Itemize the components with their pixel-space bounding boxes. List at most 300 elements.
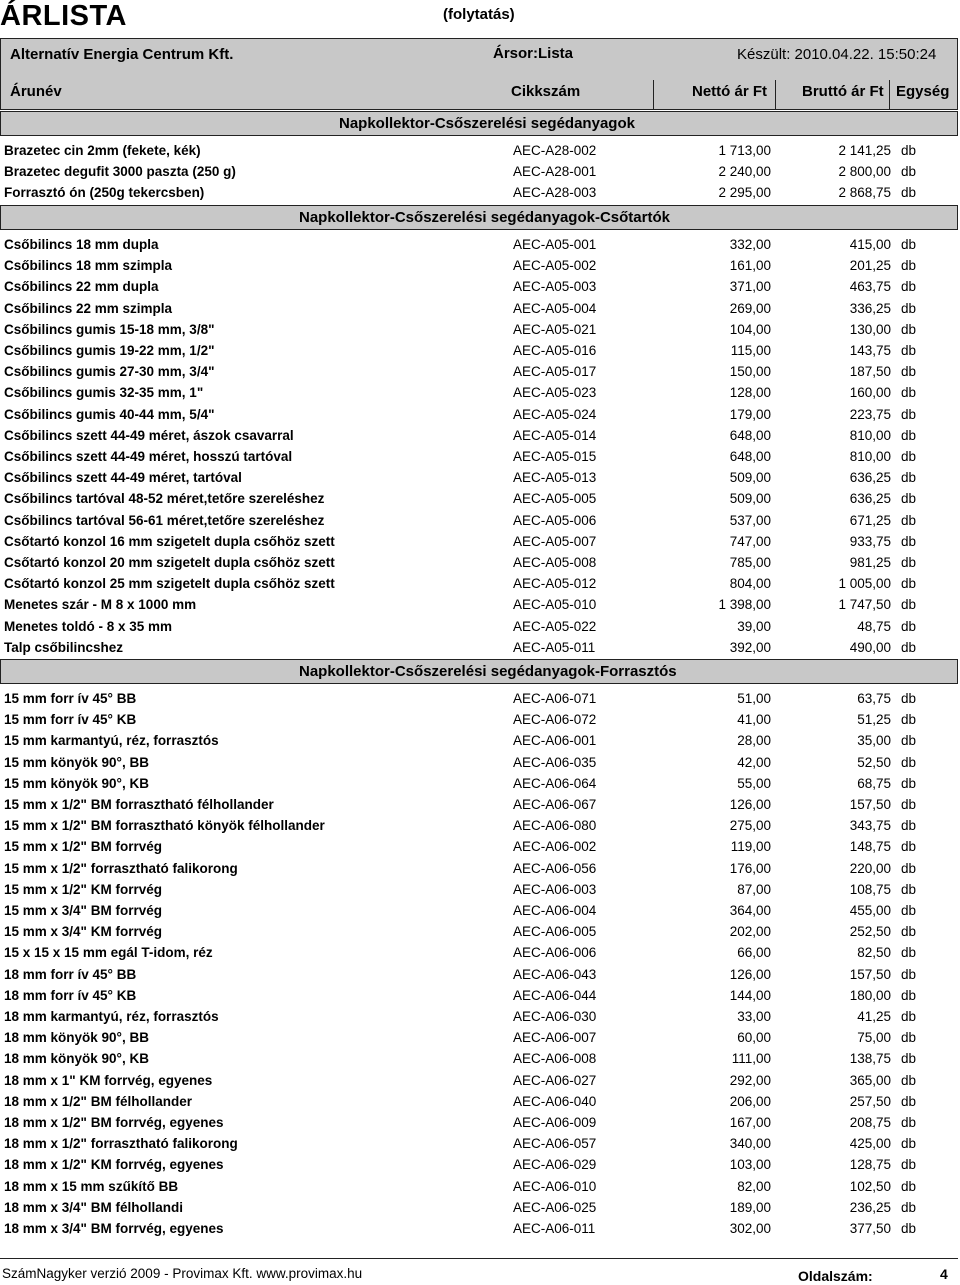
gross-price: 68,75 [857, 775, 891, 791]
net-price: 150,00 [729, 364, 771, 380]
unit: db [901, 691, 917, 706]
net-price: 39,00 [737, 618, 771, 634]
column-header-name: Árunév [10, 83, 62, 100]
product-name: Csőbilincs 18 mm szimpla [4, 258, 173, 274]
net-price: 371,00 [729, 279, 771, 295]
product-name: 15 mm karmantyú, réz, forrasztós [4, 733, 219, 749]
table-row [0, 143, 960, 164]
net-price: 364,00 [729, 903, 771, 918]
footer-software: SzámNagyker verzió 2009 - Provimax Kft. www.provimax.hu [2, 1266, 363, 1281]
unit: db [901, 1178, 917, 1194]
unit: db [901, 818, 917, 834]
product-code: AEC-A05-001 [513, 237, 597, 252]
product-code: AEC-A05-006 [513, 512, 597, 528]
gross-price: 220,00 [849, 860, 891, 876]
net-price: 340,00 [729, 1136, 771, 1152]
gross-price: 41,25 [857, 1009, 891, 1024]
unit: db [901, 258, 917, 274]
net-price: 332,00 [729, 237, 771, 252]
product-name: 18 mm x 3/4" BM félhollandi [4, 1199, 183, 1215]
unit: db [901, 364, 917, 380]
unit: db [901, 237, 917, 252]
table-row [0, 407, 960, 428]
product-name: 18 mm x 1" KM forrvég, egyenes [4, 1072, 213, 1088]
table-row [0, 428, 960, 449]
net-price: 41,00 [737, 712, 771, 728]
product-code: AEC-A06-064 [513, 775, 597, 791]
product-name: Brazetec degufit 3000 paszta (250 g) [4, 164, 236, 180]
net-price: 292,00 [729, 1072, 771, 1088]
unit: db [901, 1051, 917, 1067]
gross-price: 336,25 [849, 300, 891, 316]
gross-price: 201,25 [849, 258, 891, 274]
unit: db [901, 924, 917, 940]
unit: db [901, 279, 917, 295]
product-code: AEC-A05-005 [513, 491, 597, 507]
unit: db [901, 903, 917, 918]
product-name: Csőbilincs gumis 19-22 mm, 1/2" [4, 343, 215, 358]
net-price: 55,00 [737, 775, 771, 791]
gross-price: 187,50 [849, 364, 891, 380]
unit: db [901, 470, 917, 486]
product-name: 15 mm x 3/4" KM forrvég [4, 924, 162, 940]
product-name: Csőtartó konzol 16 mm szigetelt dupla csőhöz szett [4, 533, 335, 549]
table-row [0, 364, 960, 385]
net-price: 509,00 [729, 491, 771, 507]
gross-price: 425,00 [849, 1136, 891, 1152]
net-price: 144,00 [729, 987, 771, 1003]
gross-price: 236,25 [849, 1199, 891, 1215]
net-price: 119,00 [730, 839, 771, 855]
table-row [0, 301, 960, 322]
product-name: Csőbilincs szett 44-49 méret, tartóval [4, 470, 242, 486]
net-price: 33,00 [737, 1009, 771, 1024]
unit: db [901, 860, 917, 876]
table-row [0, 164, 960, 185]
unit: db [901, 1009, 917, 1024]
unit: db [901, 385, 917, 401]
product-name: 18 mm könyök 90°, BB [4, 1030, 149, 1046]
product-code: AEC-A05-008 [513, 555, 597, 570]
gross-price: 223,75 [849, 406, 891, 422]
product-code: AEC-A06-025 [513, 1199, 597, 1215]
gross-price: 343,75 [849, 818, 891, 834]
product-code: AEC-A28-001 [513, 164, 597, 180]
net-price: 648,00 [729, 449, 771, 464]
unit: db [901, 406, 917, 422]
unit: db [901, 966, 917, 982]
product-name: Menetes toldó - 8 x 35 mm [4, 618, 173, 634]
product-name: 15 mm x 1/2" KM forrvég [4, 881, 162, 897]
unit: db [901, 512, 917, 528]
product-code: AEC-A28-002 [513, 143, 597, 158]
unit: db [901, 1072, 917, 1088]
product-name: Csőbilincs gumis 32-35 mm, 1" [4, 385, 204, 401]
section-header [0, 659, 958, 684]
company-name: Alternatív Energia Centrum Kft. [10, 46, 234, 63]
product-name: Csőbilincs 22 mm dupla [4, 279, 159, 295]
unit: db [901, 164, 917, 180]
footer-divider [0, 1258, 958, 1259]
unit: db [901, 143, 917, 158]
document-subtitle: (folytatás) [443, 6, 515, 23]
net-price: 42,00 [737, 754, 771, 770]
gross-price: 143,75 [849, 343, 891, 358]
product-code: AEC-A06-056 [513, 860, 597, 876]
gross-price: 981,25 [849, 555, 891, 570]
table-row [0, 755, 960, 776]
product-code: AEC-A06-004 [513, 903, 597, 918]
product-name: 18 mm x 1/2" BM forrvég, egyenes [4, 1115, 224, 1130]
product-name: Csőtartó konzol 25 mm szigetelt dupla csőhöz szett [4, 576, 335, 592]
product-code: AEC-A05-023 [513, 385, 597, 401]
table-row [0, 534, 960, 555]
gross-price: 1 747,50 [838, 597, 891, 613]
product-name: 15 mm forr ív 45° BB [4, 691, 137, 706]
gross-price: 810,00 [849, 449, 891, 464]
net-price: 275,00 [729, 818, 771, 834]
table-row [0, 279, 960, 300]
net-price: 128,00 [729, 385, 771, 401]
table-row [0, 861, 960, 882]
table-row [0, 1136, 960, 1157]
gross-price: 365,00 [849, 1072, 891, 1088]
gross-price: 2 141,25 [838, 143, 891, 158]
product-name: Csőbilincs 22 mm szimpla [4, 300, 173, 316]
product-code: AEC-A06-005 [513, 924, 597, 940]
unit: db [901, 449, 917, 464]
gross-price: 415,00 [849, 237, 891, 252]
table-row [0, 988, 960, 1009]
unit: db [901, 945, 917, 961]
net-price: 785,00 [729, 555, 771, 570]
net-price: 302,00 [729, 1221, 771, 1236]
table-row [0, 322, 960, 343]
gross-price: 933,75 [849, 533, 891, 549]
section-header [0, 111, 958, 136]
table-row [0, 1221, 960, 1242]
product-name: Csőtartó konzol 20 mm szigetelt dupla csőhöz szett [4, 555, 335, 570]
product-code: AEC-A06-057 [513, 1136, 597, 1152]
product-name: 18 mm x 1/2" KM forrvég, egyenes [4, 1157, 224, 1173]
product-code: AEC-A05-024 [513, 406, 597, 422]
unit: db [901, 321, 917, 337]
net-price: 28,00 [737, 733, 771, 749]
unit: db [901, 533, 917, 549]
product-name: 18 mm x 1/2" forrasztható falikorong [4, 1136, 238, 1152]
unit: db [901, 618, 917, 634]
table-row [0, 619, 960, 640]
gross-price: 52,50 [857, 754, 891, 770]
product-name: 15 mm x 1/2" BM forrasztható könyök félhollander [4, 818, 325, 834]
table-row [0, 513, 960, 534]
gross-price: 463,75 [849, 279, 891, 295]
product-code: AEC-A06-007 [513, 1030, 597, 1046]
net-price: 126,00 [729, 797, 771, 812]
product-name: Csőbilincs tartóval 48-52 méret,tetőre szereléshez [4, 491, 325, 507]
product-code: AEC-A06-003 [513, 881, 597, 897]
gross-price: 82,50 [857, 945, 891, 961]
product-code: AEC-A05-011 [513, 639, 596, 655]
net-price: 206,00 [729, 1093, 771, 1109]
gross-price: 48,75 [857, 618, 891, 634]
net-price: 51,00 [737, 691, 771, 706]
gross-price: 2 868,75 [838, 185, 891, 201]
product-name: 18 mm karmantyú, réz, forrasztós [4, 1009, 219, 1024]
table-row [0, 797, 960, 818]
unit: db [901, 1115, 917, 1130]
gross-price: 128,75 [849, 1157, 891, 1173]
table-row [0, 576, 960, 597]
gross-price: 75,00 [857, 1030, 891, 1046]
gross-price: 377,50 [849, 1221, 891, 1236]
product-code: AEC-A05-022 [513, 618, 597, 634]
table-row [0, 640, 960, 661]
table-row [0, 449, 960, 470]
table-row [0, 491, 960, 512]
table-row [0, 733, 960, 754]
section-header [0, 205, 958, 230]
net-price: 161,00 [729, 258, 771, 274]
product-code: AEC-A05-013 [513, 470, 597, 486]
product-name: 18 mm forr ív 45° BB [4, 966, 137, 982]
product-name: 15 x 15 x 15 mm egál T-idom, réz [4, 945, 213, 961]
product-code: AEC-A06-080 [513, 818, 597, 834]
product-code: AEC-A06-006 [513, 945, 597, 961]
product-name: 15 mm x 1/2" BM forrasztható félhollander [4, 797, 274, 812]
table-row [0, 1115, 960, 1136]
unit: db [901, 775, 917, 791]
product-code: AEC-A05-010 [513, 597, 597, 613]
product-name: 18 mm x 1/2" BM félhollander [4, 1093, 192, 1109]
table-row [0, 185, 960, 206]
product-name: Csőbilincs szett 44-49 méret, ászok csavarral [4, 427, 294, 443]
column-header-code: Cikkszám [511, 83, 581, 100]
product-code: AEC-A06-071 [513, 691, 597, 706]
table-row [0, 1200, 960, 1221]
net-price: 2 295,00 [718, 185, 771, 201]
net-price: 189,00 [729, 1199, 771, 1215]
product-name: Talp csőbilincshez [4, 639, 124, 655]
section-title: Napkollektor-Csőszerelési segédanyagok-Csőtartók [299, 209, 670, 226]
product-name: Csőbilincs tartóval 56-61 méret,tetőre szereléshez [4, 512, 325, 528]
net-price: 269,00 [729, 300, 771, 316]
net-price: 82,00 [737, 1178, 771, 1194]
unit: db [901, 639, 917, 655]
net-price: 804,00 [729, 576, 771, 592]
product-name: Brazetec cin 2mm (fekete, kék) [4, 143, 201, 158]
unit: db [901, 1136, 917, 1152]
product-code: AEC-A05-016 [513, 343, 597, 358]
gross-price: 35,00 [857, 733, 891, 749]
table-row [0, 1179, 960, 1200]
product-name: Csőbilincs gumis 40-44 mm, 5/4" [4, 406, 215, 422]
table-row [0, 712, 960, 733]
column-header-gross: Bruttó ár Ft [802, 83, 884, 100]
product-code: AEC-A05-003 [513, 279, 597, 295]
table-row [0, 1094, 960, 1115]
gross-price: 1 005,00 [838, 576, 891, 592]
table-row [0, 776, 960, 797]
gross-price: 455,00 [849, 903, 891, 918]
product-code: AEC-A06-044 [513, 987, 597, 1003]
product-name: Csőbilincs szett 44-49 méret, hosszú tartóval [4, 449, 293, 464]
column-header-unit: Egység [896, 83, 950, 100]
gross-price: 252,50 [849, 924, 891, 940]
gross-price: 636,25 [849, 491, 891, 507]
gross-price: 108,75 [849, 881, 891, 897]
net-price: 1 713,00 [718, 143, 771, 158]
table-row [0, 1157, 960, 1178]
product-code: AEC-A06-067 [513, 797, 597, 812]
product-code: AEC-A06-011 [513, 1221, 596, 1236]
product-name: 15 mm x 3/4" BM forrvég [4, 903, 162, 918]
product-name: Forrasztó ón (250g tekercsben) [4, 185, 205, 201]
product-name: Csőbilincs 18 mm dupla [4, 237, 159, 252]
gross-price: 257,50 [849, 1093, 891, 1109]
product-name: Csőbilincs gumis 27-30 mm, 3/4" [4, 364, 215, 380]
gross-price: 157,50 [849, 797, 891, 812]
table-row [0, 882, 960, 903]
product-code: AEC-A05-015 [513, 449, 597, 464]
net-price: 167,00 [729, 1115, 771, 1130]
net-price: 509,00 [729, 470, 771, 486]
product-code: AEC-A06-043 [513, 966, 597, 982]
table-row [0, 1073, 960, 1094]
unit: db [901, 881, 917, 897]
product-code: AEC-A06-027 [513, 1072, 597, 1088]
page-number: 4 [940, 1266, 948, 1282]
net-price: 126,00 [729, 966, 771, 982]
product-code: AEC-A06-029 [513, 1157, 597, 1173]
unit: db [901, 712, 917, 728]
net-price: 648,00 [729, 427, 771, 443]
table-row [0, 691, 960, 712]
table-row [0, 597, 960, 618]
net-price: 747,00 [729, 533, 771, 549]
product-name: 15 mm x 1/2" forrasztható falikorong [4, 860, 238, 876]
unit: db [901, 733, 917, 749]
product-name: 18 mm x 3/4" BM forrvég, egyenes [4, 1221, 224, 1236]
gross-price: 148,75 [849, 839, 891, 855]
net-price: 103,00 [729, 1157, 771, 1173]
unit: db [901, 185, 917, 201]
gross-price: 180,00 [849, 987, 891, 1003]
unit: db [901, 839, 917, 855]
product-name: 15 mm könyök 90°, KB [4, 775, 149, 791]
unit: db [901, 1221, 917, 1236]
product-code: AEC-A06-010 [513, 1178, 597, 1194]
gross-price: 2 800,00 [838, 164, 891, 180]
unit: db [901, 987, 917, 1003]
section-title: Napkollektor-Csőszerelési segédanyagok-Forrasztós [299, 663, 677, 680]
table-row [0, 343, 960, 364]
product-code: AEC-A05-007 [513, 533, 597, 549]
page-number-label: Oldalszám: [798, 1268, 873, 1284]
product-code: AEC-A06-002 [513, 839, 597, 855]
product-code: AEC-A05-021 [513, 321, 597, 337]
created-timestamp: Készült: 2010.04.22. 15:50:24 [737, 46, 937, 63]
gross-price: 208,75 [849, 1115, 891, 1130]
section-title: Napkollektor-Csőszerelési segédanyagok [339, 115, 635, 132]
gross-price: 102,50 [849, 1178, 891, 1194]
net-price: 115,00 [730, 343, 771, 358]
net-price: 202,00 [729, 924, 771, 940]
product-code: AEC-A06-001 [513, 733, 597, 749]
unit: db [901, 343, 917, 358]
document-title: ÁRLISTA [0, 0, 128, 32]
product-code: AEC-A06-030 [513, 1009, 597, 1024]
product-code: AEC-A05-012 [513, 576, 597, 592]
product-name: Csőbilincs gumis 15-18 mm, 3/8" [4, 321, 215, 337]
net-price: 60,00 [737, 1030, 771, 1046]
product-code: AEC-A06-035 [513, 754, 597, 770]
product-name: 18 mm x 15 mm szűkítő BB [4, 1178, 179, 1194]
product-name: 15 mm x 1/2" BM forrvég [4, 839, 162, 855]
unit: db [901, 597, 917, 613]
product-name: 18 mm forr ív 45° KB [4, 987, 137, 1003]
gross-price: 63,75 [857, 691, 891, 706]
net-price: 87,00 [737, 881, 771, 897]
column-divider [889, 80, 890, 109]
gross-price: 636,25 [849, 470, 891, 486]
net-price: 66,00 [737, 945, 771, 961]
table-row [0, 839, 960, 860]
net-price: 2 240,00 [718, 164, 771, 180]
net-price: 179,00 [729, 406, 771, 422]
product-code: AEC-A28-003 [513, 185, 597, 201]
price-list-type: Ársor:Lista [493, 45, 574, 62]
product-code: AEC-A06-040 [513, 1093, 597, 1109]
net-price: 392,00 [729, 639, 771, 655]
net-price: 176,00 [729, 860, 771, 876]
table-row [0, 903, 960, 924]
column-divider [775, 80, 776, 109]
table-row [0, 470, 960, 491]
gross-price: 490,00 [849, 639, 891, 655]
unit: db [901, 1093, 917, 1109]
unit: db [901, 1030, 917, 1046]
table-row [0, 818, 960, 839]
product-name: 15 mm könyök 90°, BB [4, 754, 149, 770]
product-code: AEC-A05-004 [513, 300, 597, 316]
unit: db [901, 491, 917, 507]
gross-price: 51,25 [857, 712, 891, 728]
product-name: 18 mm könyök 90°, KB [4, 1051, 149, 1067]
gross-price: 160,00 [849, 385, 891, 401]
table-row [0, 258, 960, 279]
gross-price: 130,00 [849, 321, 891, 337]
table-row [0, 924, 960, 945]
table-row [0, 1030, 960, 1051]
table-row [0, 237, 960, 258]
unit: db [901, 1157, 917, 1173]
net-price: 1 398,00 [718, 597, 771, 613]
table-row [0, 1009, 960, 1030]
product-code: AEC-A06-009 [513, 1115, 597, 1130]
product-code: AEC-A05-014 [513, 427, 597, 443]
product-code: AEC-A05-017 [513, 364, 597, 380]
product-name: Menetes szár - M 8 x 1000 mm [4, 597, 197, 613]
gross-price: 138,75 [849, 1051, 891, 1067]
product-code: AEC-A06-072 [513, 712, 597, 728]
unit: db [901, 754, 917, 770]
gross-price: 671,25 [849, 512, 891, 528]
net-price: 104,00 [729, 321, 771, 337]
unit: db [901, 300, 917, 316]
product-code: AEC-A06-008 [513, 1051, 597, 1067]
unit: db [901, 1199, 917, 1215]
